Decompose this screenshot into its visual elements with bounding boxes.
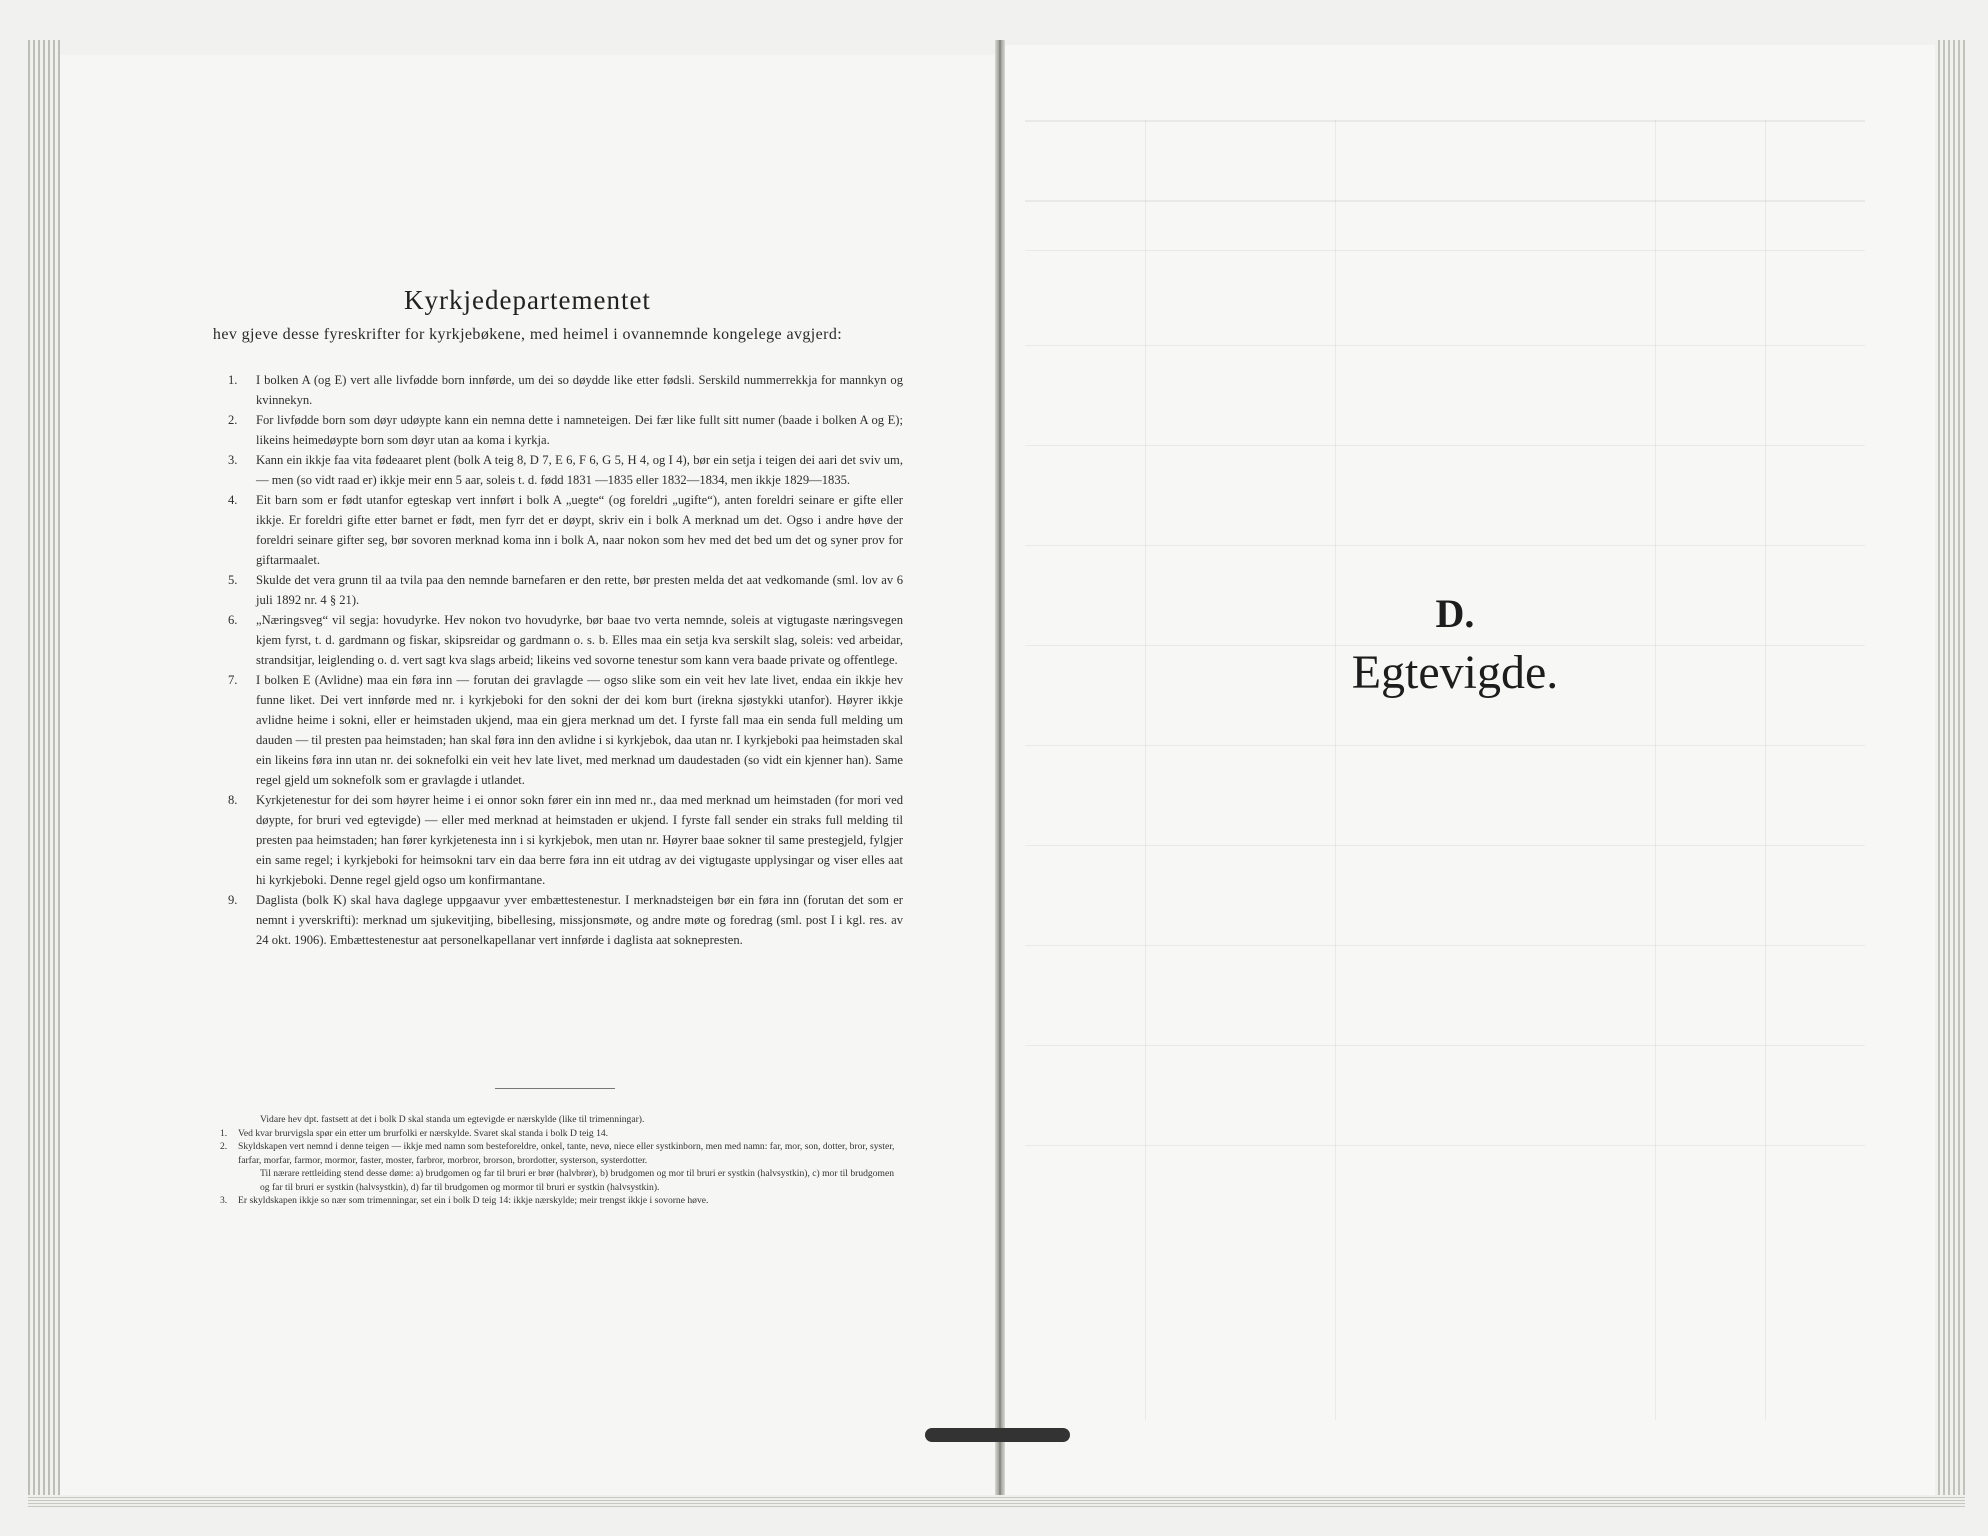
footnote-number: 1. [220, 1127, 228, 1139]
footnote-number: 2. [220, 1141, 228, 1152]
rule-text: I bolken A (og E) vert alle livfødde born innførde, um dei so døydde like etter fødsli. Serskild nummerrekkja for mannkyn og kvinnekyn. [256, 373, 903, 407]
rules-list [228, 370, 903, 950]
rule-item [228, 670, 903, 790]
rule-number: 5. [228, 573, 238, 587]
footnote-number: 3. [220, 1195, 228, 1206]
footnote-intro: Vidare hev dpt. fastsett at det i bolk D skal standa um egtevigde er nærskylde (like til trimenningar). [260, 1114, 645, 1125]
rule-text: Kyrkjetenestur for dei som høyrer heime i ei onnor sokn fører ein inn med nr., daa med merknad um heimstaden (for mori ved døypte, for bruri ved egtevigde) — eller med merknad at heimstaden er ukjend. I fyrste fall sender ein straks full melding til presten paa heimstaden; han fører kyrkjetenesta inn i si kyrkjebok, men utan nr. Høyrer baae sokner til same prestegjeld, fylgjer ein same regel; i kyrkjeboki for heimsokni tarv ein daa berre føra inn eit utdrag av dei vigtugaste upplysingar og viser elles aat hi kyrkjeboki. Denne regel gjeld ogso um konfirmantane. [256, 793, 903, 887]
page-subtitle: hev gjeve desse fyreskrifter for kyrkjebøkene, med heimel i ovannemnde kongelege avgjerd: [212, 326, 843, 343]
rule-number: 7. [228, 673, 238, 687]
footnote-text: Ved kvar brurvigsla spør ein etter um brurfolki er nærskylde. Svaret skal standa i bolk D teig 14. [238, 1127, 609, 1139]
section-name: Egtevigde. [1351, 646, 1559, 699]
rule-item [228, 570, 903, 610]
footnote-text: Skyldskapen vert nemnd i denne teigen — ikkje med namn som besteforeldre, onkel, tante, nevø, niece eller systkinborn, men med namn: far, mor, son, dotter, bror, syster, farfar, morfar, farmor, mormor, faster, moster, farbror, morbror, brorson, brordotter, systerson, systerdotter. [238, 1141, 895, 1166]
section-letter: D. [1435, 591, 1475, 636]
rule-item [228, 610, 903, 670]
rule-text: Skulde det vera grunn til aa tvila paa den nemnde barnefaren er den rette, bør presten melda det aat vedkomande (sml. lov av 6 juli 1892 nr. 4 § 21). [256, 573, 903, 607]
footnote-item [220, 1127, 895, 1141]
right-page [1005, 45, 1935, 1495]
rule-number: 1. [228, 373, 238, 387]
rule-item [228, 370, 903, 410]
section-divider [495, 1088, 615, 1089]
rule-text: Eit barn som er født utanfor egteskap vert innført i bolk A „uegte“ (og foreldri „ugifte“), anten foreldri seinare er gifte eller ikkje. Er foreldri gifte etter barnet er født, men fyrr det er døypt, skriv ein i bolk A merknad um det. Ogso i andre høve der foreldri seinare gifter seg, bør sovoren merknad koma inn i bolk A, naar nokon som hev med det bed um det og syner prov for giftarmaalet. [256, 493, 903, 567]
footnote-text: Til nærare rettleiding stend desse døme: a) brudgomen og far til bruri er brør (halvbrør), b) brudgomen og mor til bruri er systkin (halvsystkin), c) mor til brudgomen og far til bruri er systkin (halvsystkin), d) far til brudgomen og mormor til bruri er systkin (halvsystkin). [260, 1168, 895, 1193]
rule-text: For livfødde born som døyr udøypte kann ein nemna dette i namneteigen. Dei fær like fullt sitt numer (baade i bolken A og E); likeins heimedøypte born som døyr utan aa koma i kyrkja. [256, 413, 903, 447]
page-bottom-edges [28, 1495, 1965, 1507]
rule-text: Kann ein ikkje faa vita fødeaaret plent (bolk A teig 8, D 7, E 6, F 6, G 5, H 4, og I 4), bør ein setja i teigen dei aari det sviv um, — men (so vidt raad er) ikkje meir enn 5 aar, soleis t. d. fødd 1831 —1835 eller 1832—1834, men ikkje 1829—1835. [256, 453, 903, 487]
rule-text: „Næringsveg“ vil segja: hovudyrke. Hev nokon tvo hovudyrke, bør baae tvo verta nemnde, soleis at vigtugaste næringsvegen kjem fyrst, t. d. gardmann og fiskar, skipsreidar og gardmann o. s. b. Elles maa ein setja kva serskilt slag, soleis: ved arbeidar, strandsitjar, leiglending o. d. vert sagt kva slags arbeid; likeins ved sovorne tenestur som kann vera baade private og offentlege. [256, 613, 903, 667]
rule-number: 8. [228, 793, 238, 807]
rule-item [228, 410, 903, 450]
page-title: Kyrkjedepartementet [404, 285, 651, 315]
footnote-item [220, 1140, 895, 1167]
rule-item [228, 450, 903, 490]
footnote-item [220, 1167, 895, 1194]
rule-item [228, 890, 903, 950]
rule-number: 9. [228, 893, 238, 907]
rule-item [228, 490, 903, 570]
footnote-item [220, 1194, 895, 1208]
rule-number: 3. [228, 453, 238, 467]
binding-clip [925, 1428, 1070, 1442]
left-page-edges [28, 40, 60, 1500]
rule-item [228, 790, 903, 890]
rule-text: Daglista (bolk K) skal hava daglege uppgaavur yver embættestenestur. I merknadsteigen bør ein føra inn (forutan det som er nemnt i yverskrifti): merknad um sjukevitjing, bibellesing, missjonsmøte, og andre møte og foredrag (sml. post I i kgl. res. av 24 okt. 1906). Embættestenestur aat personelkapellanar vert innførde i daglista aat soknepresten. [256, 893, 903, 947]
footnotes-list [220, 1113, 895, 1208]
footnote-text: Er skyldskapen ikkje so nær som trimenningar, set ein i bolk D teig 14: ikkje nærskylde; meir trengst ikkje i sovorne høve. [238, 1195, 709, 1206]
book-gutter [995, 40, 1005, 1500]
rule-number: 2. [228, 413, 238, 427]
right-page-edges [1935, 40, 1965, 1500]
rule-number: 4. [228, 493, 238, 507]
rule-text: I bolken E (Avlidne) maa ein føra inn — forutan dei gravlagde — ogso slike som ein veit hev late livet, endaa ein ikkje hev funne liket. Dei vert innførde med nr. i kyrkjeboki for den sokni der dei kom burt (irekna sjøstykki utanfor). Høyrer ikkje avlidne heime i sokni, eller er heimstaden ukjend, maa ein gjera merknad um det. I fyrste fall maa ein senda full melding um dauden — til presten paa heimstaden; han skal føra inn den avlidne i si kyrkjebok, daa utan nr. I kyrkjeboki paa heimstaden skal ein likeins føra inn utan nr. dei soknefolki ein veit hev late livet, med merknad um daudestaden (so vidt ein kjenner han). Same regel gjeld um soknefolk som er gravlagde i utlandet. [256, 673, 903, 787]
rule-number: 6. [228, 613, 238, 627]
